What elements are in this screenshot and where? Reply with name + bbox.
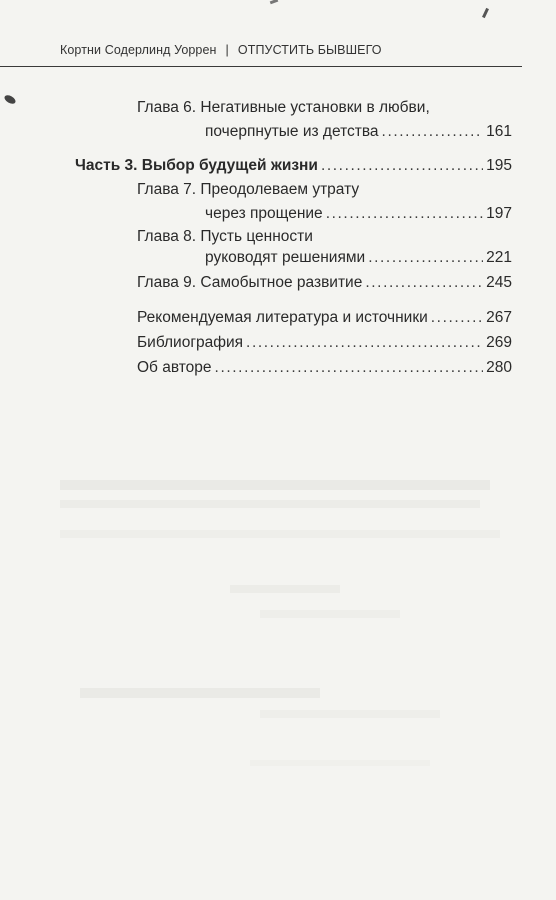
toc-page-number: 195 <box>486 157 512 174</box>
leader-dots <box>246 333 483 353</box>
toc-entry-part3 <box>75 156 512 176</box>
toc-page-number: 197 <box>486 205 512 222</box>
leader-dots <box>368 248 483 268</box>
corner-mark-right <box>482 8 489 18</box>
toc-page-number: 245 <box>486 274 512 291</box>
toc-entry-chapter6 <box>205 122 512 142</box>
toc-chapter6-line2: почерпнутые из детства <box>205 123 379 140</box>
header-author: Кортни Содерлинд Уоррен <box>60 43 217 57</box>
corner-mark-top <box>270 0 279 4</box>
leader-dots <box>431 308 483 328</box>
leader-dots <box>326 204 483 224</box>
toc-page-number: 221 <box>486 249 512 266</box>
toc-chapter6-line1: Глава 6. Негативные установки в любви, <box>137 99 430 116</box>
leader-dots <box>365 273 483 293</box>
header-book-title: ОТПУСТИТЬ БЫВШЕГО <box>237 43 382 57</box>
toc-chapter8-line1: Глава 8. Пусть ценности <box>137 228 313 245</box>
toc-chapter9-title: Глава 9. Самобытное развитие <box>137 274 363 291</box>
toc-entry-bibliography <box>137 333 512 353</box>
toc-chapter7-line1: Глава 7. Преодолеваем утрату <box>137 181 360 198</box>
toc-reading-title: Рекомендуемая литература и источники <box>137 309 428 326</box>
toc-page-number: 280 <box>486 359 512 376</box>
toc-entry-about <box>137 358 512 378</box>
toc-entry-chapter9 <box>137 273 512 293</box>
margin-mark-left <box>3 93 17 105</box>
toc-entry-chapter8 <box>205 248 512 268</box>
toc-entry-chapter7 <box>205 204 512 224</box>
header-separator: | <box>225 43 229 57</box>
toc-page-number: 267 <box>486 309 512 326</box>
leader-dots <box>382 122 484 142</box>
header-rule <box>0 66 522 67</box>
toc-part3-title: Часть 3. Выбор будущей жизни <box>75 157 318 174</box>
toc-entry-reading <box>137 308 512 328</box>
running-header <box>60 43 382 57</box>
toc-about-title: Об авторе <box>137 359 212 376</box>
toc-page-number: 161 <box>486 123 512 140</box>
toc-page-number: 269 <box>486 334 512 351</box>
toc-chapter8-line2: руководят решениями <box>205 249 366 266</box>
toc-bibliography-title: Библиография <box>137 334 244 351</box>
leader-dots <box>321 156 483 176</box>
leader-dots <box>215 358 484 378</box>
toc-chapter7-line2: через прощение <box>205 205 323 222</box>
